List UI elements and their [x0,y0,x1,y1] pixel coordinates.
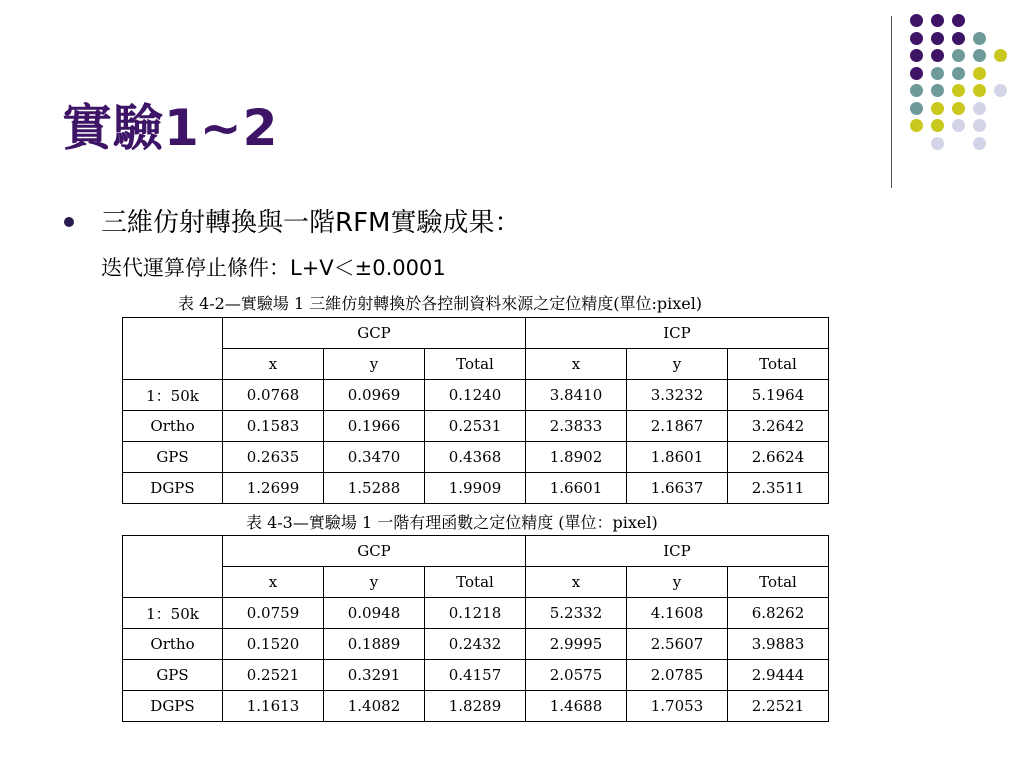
table1 [122,317,829,504]
row-label: 1：50k [123,380,223,411]
cell: 0.2432 [425,629,526,660]
cell: 1.7053 [627,691,728,722]
cell: 0.1218 [425,598,526,629]
decorative-dot [952,102,965,115]
cell: 0.1583 [223,411,324,442]
title-divider-line [891,16,892,188]
table-row [123,380,829,411]
cell: 0.0969 [324,380,425,411]
cell: 2.9995 [526,629,627,660]
decorative-dot [973,119,986,132]
decorative-dot [931,137,944,150]
cell: 0.1889 [324,629,425,660]
table-row [123,411,829,442]
row-label: Ortho [123,411,223,442]
row-label: GPS [123,660,223,691]
cell: 1.6601 [526,473,627,504]
cell: 6.8262 [728,598,829,629]
bullet-text: 三維仿射轉換與一階RFM實驗成果： [101,208,521,238]
cell: 3.9883 [728,629,829,660]
cell: 5.2332 [526,598,627,629]
decorative-dot [952,119,965,132]
cell: 2.3833 [526,411,627,442]
table2-subheader: y [627,567,728,598]
slide-title: 實驗1~2 [62,99,279,157]
table2-subheader: y [324,567,425,598]
cell: 0.3470 [324,442,425,473]
decorative-dot [973,84,986,97]
table2-subheader: x [526,567,627,598]
table-row [123,473,829,504]
cell: 1.4688 [526,691,627,722]
table1-subheader: x [526,349,627,380]
cell: 1.6637 [627,473,728,504]
cell: 0.0768 [223,380,324,411]
decorative-dot [931,102,944,115]
cell: 1.1613 [223,691,324,722]
decorative-dot [931,84,944,97]
table-row [123,598,829,629]
table1-caption: 表 4-2—實驗場 1 三維仿射轉換於各控制資料來源之定位精度(單位:pixel) [178,294,703,313]
table2-subheader: x [223,567,324,598]
decorative-dot [973,32,986,45]
decorative-dot [910,119,923,132]
bullet-dot [64,217,74,227]
cell: 1.5288 [324,473,425,504]
cell: 2.0785 [627,660,728,691]
cell: 1.4082 [324,691,425,722]
decorative-dot [952,14,965,27]
table-row [123,442,829,473]
table2-subheader: Total [425,567,526,598]
decorative-dot [952,32,965,45]
decorative-dot [931,32,944,45]
table2-subheader: Total [728,567,829,598]
cell: 2.1867 [627,411,728,442]
decorative-dot [973,67,986,80]
cell: 1.8289 [425,691,526,722]
decorative-dot [910,67,923,80]
cell: 2.5607 [627,629,728,660]
table2-corner-cell [123,536,223,598]
cell: 3.8410 [526,380,627,411]
cell: 1.8601 [627,442,728,473]
decorative-dot [931,67,944,80]
cell: 3.3232 [627,380,728,411]
decorative-dot [931,14,944,27]
table1-subheader: Total [728,349,829,380]
decorative-dot [910,14,923,27]
table1-subheader: y [627,349,728,380]
table1-corner-cell [123,318,223,380]
table2-group-gcp: GCP [223,536,526,567]
cell: 2.6624 [728,442,829,473]
cell: 0.2635 [223,442,324,473]
cell: 3.2642 [728,411,829,442]
table1-subheader: x [223,349,324,380]
cell: 4.1608 [627,598,728,629]
cell: 0.0759 [223,598,324,629]
cell: 0.0948 [324,598,425,629]
table2-group-icp: ICP [526,536,829,567]
cell: 2.2521 [728,691,829,722]
decorative-dot [910,49,923,62]
cell: 5.1964 [728,380,829,411]
row-label: GPS [123,442,223,473]
cell: 1.2699 [223,473,324,504]
decorative-dot [994,84,1007,97]
decorative-dot [973,102,986,115]
decorative-dot [931,49,944,62]
decorative-dot [952,84,965,97]
decorative-dot [973,137,986,150]
cell: 0.3291 [324,660,425,691]
cell: 0.1240 [425,380,526,411]
table2 [122,535,829,722]
cell: 2.3511 [728,473,829,504]
table1-group-icp: ICP [526,318,829,349]
decorative-dot [931,119,944,132]
cell: 2.0575 [526,660,627,691]
table1-subheader: y [324,349,425,380]
cell: 0.2531 [425,411,526,442]
cell: 0.2521 [223,660,324,691]
cell: 0.4157 [425,660,526,691]
decorative-dot [973,49,986,62]
table1-subheader: Total [425,349,526,380]
row-label: Ortho [123,629,223,660]
decorative-dot [910,32,923,45]
cell: 0.1520 [223,629,324,660]
row-label: DGPS [123,691,223,722]
decorative-dot [952,49,965,62]
table-row [123,691,829,722]
cell: 1.9909 [425,473,526,504]
table1-group-gcp: GCP [223,318,526,349]
row-label: 1：50k [123,598,223,629]
decorative-dot [994,49,1007,62]
table2-caption: 表 4-3—實驗場 1 一階有理函數之定位精度 (單位：pixel) [246,513,658,532]
table-row [123,660,829,691]
decorative-dot [952,67,965,80]
cell: 2.9444 [728,660,829,691]
cell: 0.1966 [324,411,425,442]
row-label: DGPS [123,473,223,504]
cell: 0.4368 [425,442,526,473]
table-row [123,629,829,660]
decorative-dot [910,84,923,97]
sub-line: 迭代運算停止條件：L+V＜±0.0001 [101,256,446,280]
decorative-dot [910,102,923,115]
cell: 1.8902 [526,442,627,473]
